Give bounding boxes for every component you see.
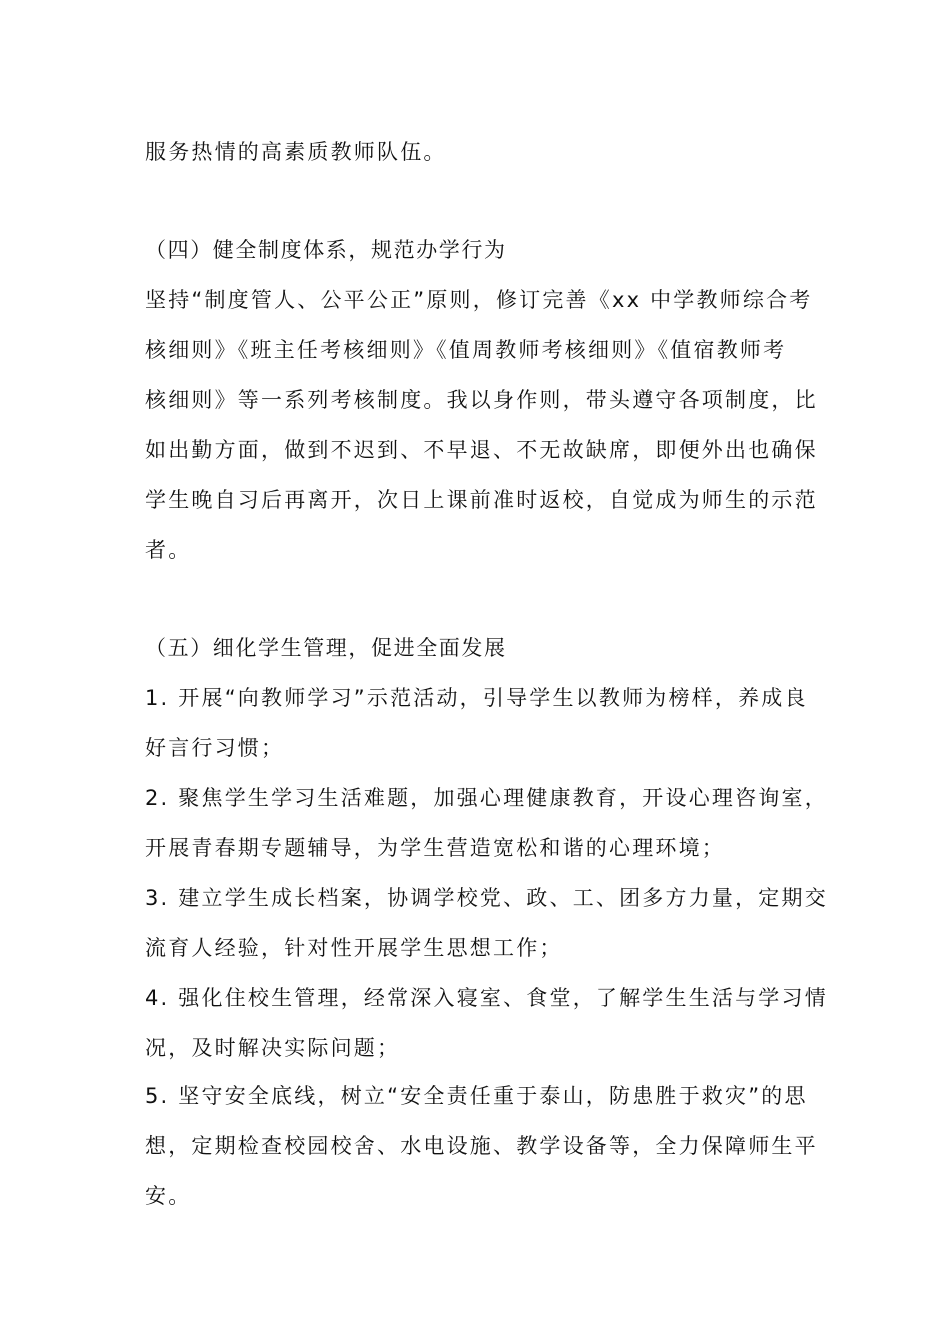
paragraph-line: 核细则》《班主任考核细则》《值周教师考核细则》《值宿教师考 [145,338,787,362]
section-heading: （五）细化学生管理，促进全面发展 [145,636,507,660]
section-heading: （四）健全制度体系，规范办学行为 [145,238,507,262]
paragraph-line: 服务热情的高素质教师队伍。 [145,140,447,164]
list-item-line: 想，定期检查校园校舍、水电设施、教学设备等，全力保障师生平 [145,1134,818,1158]
list-item-line: 3. 建立学生成长档案，协调学校党、政、工、团多方力量，定期交 [145,886,828,910]
list-item-line: 流育人经验，针对性开展学生思想工作； [145,936,563,960]
list-item-line: 安。 [145,1184,192,1208]
list-item-line: 况，及时解决实际问题； [145,1036,401,1060]
list-item-line: 2. 聚焦学生学习生活难题，加强心理健康教育，开设心理咨询室， [145,786,828,810]
paragraph-line: 坚持“制度管人、公平公正”原则，修订完善《xx 中学教师综合考 [145,288,813,312]
paragraph-line: 如出勤方面，做到不迟到、不早退、不无故缺席，即便外出也确保 [145,438,818,462]
paragraph-line: 学生晚自习后再离开，次日上课前准时返校，自觉成为师生的示范 [145,488,818,512]
list-item-line: 4. 强化住校生管理，经常深入寝室、食堂，了解学生生活与学习情 [145,986,828,1010]
paragraph-line: 者。 [145,538,192,562]
list-item-line: 好言行习惯； [145,736,285,760]
list-item-line: 5. 坚守安全底线，树立“安全责任重于泰山，防患胜于救灾”的思 [145,1084,808,1108]
list-item-line: 开展青春期专题辅导，为学生营造宽松和谐的心理环境； [145,836,725,860]
paragraph-line: 核细则》等一系列考核制度。我以身作则，带头遵守各项制度，比 [145,388,818,412]
list-item-line: 1. 开展“向教师学习”示范活动，引导学生以教师为榜样，养成良 [145,686,808,710]
